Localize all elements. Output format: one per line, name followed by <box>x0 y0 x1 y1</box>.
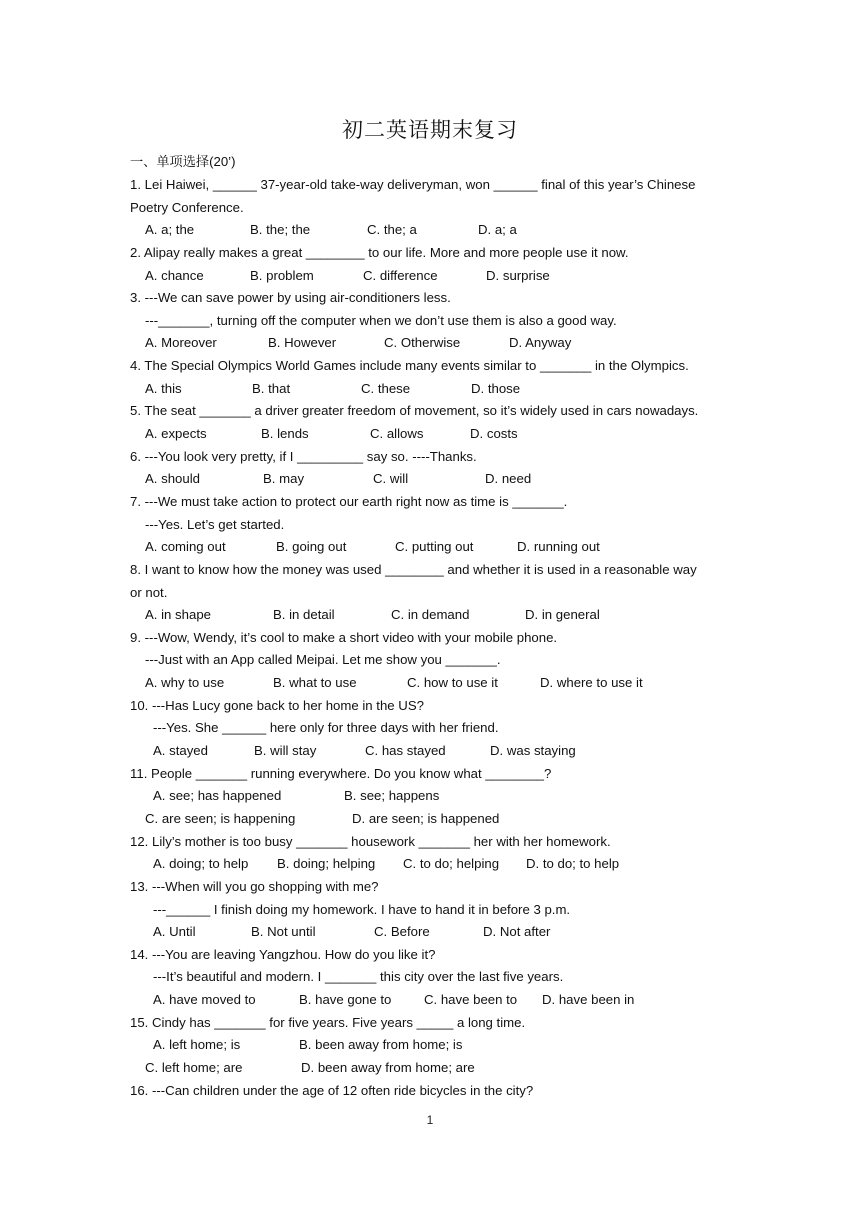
option-c: C. how to use it <box>407 675 498 691</box>
option-b: B. lends <box>261 426 309 442</box>
question-1-options <box>130 219 732 242</box>
option-b: B. However <box>268 335 337 351</box>
question-14-reply: ---It’s beautiful and modern. I _______ this city over the last five years. <box>153 969 564 985</box>
question-11-options-cd <box>130 808 732 831</box>
option-c: C. will <box>373 471 409 487</box>
option-c: C. has stayed <box>365 743 446 759</box>
option-a: A. Until <box>153 924 196 940</box>
question-4-options <box>130 378 732 401</box>
question-10-stem: 10. ---Has Lucy gone back to her home in the US? <box>130 697 424 713</box>
question-9-stem: 9. ---Wow, Wendy, it’s cool to make a short video with your mobile phone. <box>130 629 558 645</box>
option-b: B. problem <box>250 267 314 283</box>
question-3-reply: ---_______, turning off the computer when we don’t use them is also a good way. <box>145 312 617 328</box>
question-15-options-ab <box>130 1034 732 1057</box>
question-3-options <box>130 332 732 355</box>
option-b: B. going out <box>276 539 347 555</box>
option-b: B. been away from home; is <box>299 1037 463 1053</box>
option-d: D. are seen; is happened <box>352 810 500 826</box>
option-b: B. have gone to <box>299 992 392 1008</box>
option-b: B. Not until <box>251 924 316 940</box>
question-10-options <box>130 740 732 763</box>
question-11-options-ab <box>130 785 732 808</box>
option-d: D. running out <box>517 539 600 555</box>
question-3-stem: 3. ---We can save power by using air-conditioners less. <box>130 290 451 306</box>
option-c: C. difference <box>363 267 438 283</box>
option-b: B. the; the <box>250 222 311 238</box>
question-1-stem: 1. Lei Haiwei, ______ 37-year-old take-way deliveryman, won ______ final of this year’s Chinese <box>130 177 696 192</box>
question-10-reply: ---Yes. She ______ here only for three days with her friend. <box>153 720 499 736</box>
option-a: A. have moved to <box>153 992 256 1008</box>
question-5-options <box>130 423 732 446</box>
option-b: B. see; happens <box>344 788 440 804</box>
option-b: B. will stay <box>254 743 317 759</box>
option-b: B. doing; helping <box>277 856 376 872</box>
question-14-stem: 14. ---You are leaving Yangzhou. How do you like it? <box>130 946 436 962</box>
option-c: C. putting out <box>395 539 474 555</box>
option-c: C. have been to <box>424 992 518 1008</box>
question-13-reply: ---______ I finish doing my homework. I have to hand it in before 3 p.m. <box>153 901 571 917</box>
question-15-stem: 15. Cindy has _______ for five years. Five years _____ a long time. <box>130 1014 526 1030</box>
section-heading: 一、单项选择(20’) <box>130 154 236 169</box>
option-b: B. that <box>252 380 291 396</box>
question-6-stem: 6. ---You look very pretty, if I _________ say so. ----Thanks. <box>130 448 477 464</box>
option-d: D. have been in <box>542 992 635 1008</box>
question-9-reply: ---Just with an App called Meipai. Let me show you _______. <box>145 652 501 668</box>
option-d: D. costs <box>470 426 518 442</box>
option-d: D. surprise <box>486 267 550 283</box>
question-8-stem-cont: or not. <box>130 584 168 600</box>
option-b: B. may <box>263 471 305 487</box>
option-a: A. left home; is <box>153 1037 241 1053</box>
question-14-options <box>130 989 732 1012</box>
option-a: A. see; has happened <box>153 788 282 804</box>
option-d: D. where to use it <box>540 675 643 691</box>
option-a: A. this <box>145 380 182 396</box>
option-c: C. these <box>361 380 411 396</box>
option-c: C. to do; helping <box>403 856 500 872</box>
question-15-options-cd <box>130 1057 732 1080</box>
option-d: D. Not after <box>483 924 551 940</box>
option-d: D. a; a <box>478 222 517 238</box>
question-5-stem: 5. The seat _______ a driver greater freedom of movement, so it’s widely used in cars nowadays. <box>130 403 699 419</box>
option-a: A. chance <box>145 267 204 283</box>
option-c: C. Otherwise <box>384 335 461 351</box>
option-a: A. doing; to help <box>153 856 249 872</box>
option-d: D. in general <box>525 607 600 623</box>
question-4-stem: 4. The Special Olympics World Games include many events similar to _______ in the Olympics. <box>130 358 689 374</box>
page-number: 1 <box>426 1113 434 1127</box>
page-title: 初二英语期末复习 <box>342 118 518 142</box>
question-7-stem: 7. ---We must take action to protect our earth right now as time is _______. <box>130 493 568 509</box>
option-c: C. are seen; is happening <box>145 810 296 826</box>
option-c: C. left home; are <box>145 1059 243 1075</box>
question-13-stem: 13. ---When will you go shopping with me? <box>130 878 379 894</box>
question-12-options <box>130 853 732 876</box>
question-1-stem-cont: Poetry Conference. <box>130 199 244 215</box>
option-a: A. in shape <box>145 607 211 623</box>
question-12-stem: 12. Lily’s mother is too busy _______ housework _______ her with her homework. <box>130 833 611 849</box>
option-a: A. Moreover <box>145 335 217 351</box>
question-list <box>130 174 732 1102</box>
question-13-options <box>130 921 732 944</box>
question-7-reply: ---Yes. Let’s get started. <box>145 516 285 532</box>
option-c: C. Before <box>374 924 430 940</box>
question-2-options <box>130 265 732 288</box>
option-a: A. stayed <box>153 743 208 759</box>
option-c: C. allows <box>370 426 424 442</box>
question-16-stem: 16. ---Can children under the age of 12 often ride bicycles in the city? <box>130 1082 534 1098</box>
option-a: A. coming out <box>145 539 226 555</box>
option-d: D. to do; to help <box>526 856 620 872</box>
option-a: A. a; the <box>145 222 195 238</box>
option-d: D. need <box>485 471 532 487</box>
option-c: C. in demand <box>391 607 470 623</box>
question-2-stem: 2. Alipay really makes a great ________ to our life. More and more people use it now. <box>130 244 629 260</box>
question-8-stem: 8. I want to know how the money was used ________ and whether it is used in a reasonable way <box>130 561 697 577</box>
option-d: D. was staying <box>490 743 576 759</box>
question-9-options <box>130 672 732 695</box>
question-6-options <box>130 468 732 491</box>
option-a: A. expects <box>145 426 207 442</box>
option-a: A. should <box>145 471 200 487</box>
option-d: D. been away from home; are <box>301 1059 475 1075</box>
option-c: C. the; a <box>367 222 417 238</box>
option-a: A. why to use <box>145 675 225 691</box>
option-d: D. those <box>471 380 521 396</box>
option-b: B. what to use <box>273 675 357 691</box>
question-11-stem: 11. People _______ running everywhere. Do you know what ________? <box>130 765 552 781</box>
question-7-options <box>130 536 732 559</box>
question-8-options <box>130 604 732 627</box>
option-b: B. in detail <box>273 607 335 623</box>
option-d: D. Anyway <box>509 335 572 351</box>
